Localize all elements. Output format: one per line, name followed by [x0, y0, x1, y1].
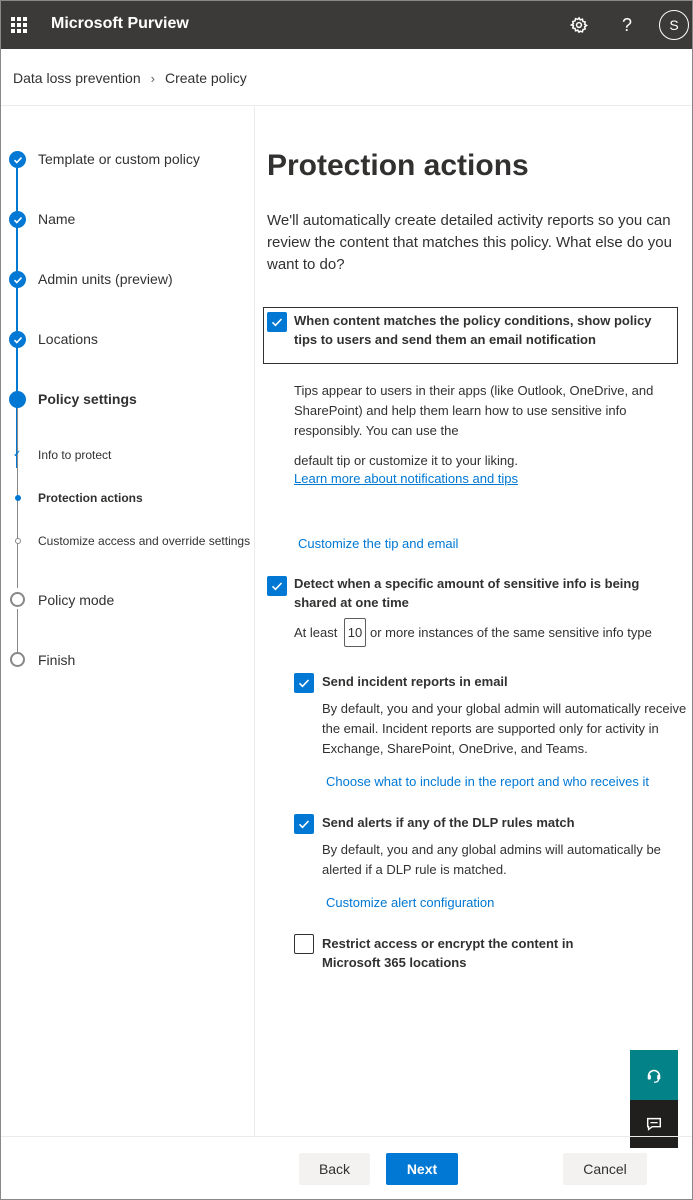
alerts-label[interactable]: Send alerts if any of the DLP rules match [322, 815, 575, 830]
cancel-button[interactable]: Cancel [563, 1153, 647, 1185]
step-label: Policy mode [38, 592, 115, 608]
step-label: Locations [38, 331, 98, 347]
check-icon: ✓ [13, 449, 22, 460]
learn-more-notifications-link[interactable]: Learn more about notifications and tips [294, 471, 519, 486]
wizard-stepper [1, 106, 255, 1136]
customize-tip-email-link[interactable]: Customize the tip and email [298, 536, 459, 551]
breadcrumb [13, 70, 247, 86]
pending-substep-dot [15, 538, 21, 544]
alerts-description: By default, you and any global admins will automatically be alerted if a DLP rule is matched. [322, 842, 661, 877]
top-bar [1, 1, 692, 49]
page-title: Protection actions [267, 149, 529, 182]
instances-prefix: At least [294, 625, 338, 640]
alerts-checkbox[interactable] [294, 814, 314, 834]
incident-reports-label[interactable]: Send incident reports in email [322, 674, 508, 689]
check-icon [9, 331, 26, 348]
restrict-access-label[interactable]: Restrict access or encrypt the content in Microsoft 365 locations [322, 936, 574, 970]
instances-suffix: or more instances of the same sensitive info type [370, 625, 652, 640]
check-icon [297, 817, 311, 831]
detect-amount-checkbox[interactable] [267, 576, 287, 596]
restrict-access-checkbox[interactable] [294, 934, 314, 954]
check-icon [297, 676, 311, 690]
breadcrumb-item-dlp[interactable]: Data loss prevention [13, 70, 141, 86]
pending-step-dot [10, 652, 25, 667]
feedback-chat-button[interactable] [630, 1100, 678, 1148]
avatar[interactable]: S [659, 10, 689, 40]
step-label: Admin units (preview) [38, 271, 173, 287]
substep-label: Customize access and override settings [38, 534, 251, 548]
choose-report-content-link[interactable]: Choose what to include in the report and who receives it [326, 774, 650, 789]
step-label: Template or custom policy [38, 151, 200, 167]
waffle-icon[interactable] [11, 17, 27, 33]
substep-label: Info to protect [38, 448, 112, 462]
current-substep-dot [15, 495, 21, 501]
step-label: Finish [38, 652, 76, 668]
chat-icon [645, 1115, 663, 1133]
policy-tips-label[interactable]: When content matches the policy conditions, show policy tips to users and send them an email notification [294, 313, 652, 347]
pending-step-dot [10, 592, 25, 607]
gear-icon[interactable] [567, 13, 591, 37]
check-icon [270, 579, 284, 593]
footer-divider [1, 1136, 692, 1137]
help-support-button[interactable] [630, 1050, 678, 1100]
customize-alert-link[interactable]: Customize alert configuration [326, 895, 495, 910]
policy-tips-description: Tips appear to users in their apps (like Outlook, OneDrive, and SharePoint) and help them learn how to use sensitive info responsibly. You can use the [294, 383, 654, 438]
check-icon [9, 211, 26, 228]
check-icon [9, 271, 26, 288]
app-title[interactable]: Microsoft Purview [51, 15, 189, 32]
incident-reports-description: By default, you and your global admin will automatically receive the email. Incident reports are supported only for activity in Exchange, SharePoint, OneDrive, and Teams. [322, 701, 687, 756]
current-step-dot [9, 391, 26, 408]
check-icon [9, 151, 26, 168]
check-icon [270, 315, 284, 329]
step-label: Policy settings [38, 391, 137, 407]
stepper-line-pending-2 [17, 609, 18, 652]
next-button[interactable]: Next [386, 1153, 458, 1185]
back-button[interactable]: Back [299, 1153, 370, 1185]
incident-reports-checkbox[interactable] [294, 673, 314, 693]
breadcrumb-item-create-policy: Create policy [164, 70, 247, 86]
intro-text: We'll automatically create detailed activity reports so you can review the content that matches this policy. What else do you want to do? [267, 212, 672, 273]
chevron-right-icon: › [150, 70, 155, 86]
substep-label: Protection actions [38, 491, 143, 505]
instance-count-input[interactable]: 10 [344, 618, 366, 647]
detect-amount-label[interactable]: Detect when a specific amount of sensitive info is being shared at one time [294, 576, 640, 610]
help-icon[interactable]: ? [621, 14, 632, 35]
policy-tips-checkbox[interactable] [267, 312, 287, 332]
policy-tips-description-2: default tip or customize it to your liking. [294, 453, 518, 468]
headset-icon [645, 1066, 663, 1084]
step-label: Name [38, 211, 76, 227]
